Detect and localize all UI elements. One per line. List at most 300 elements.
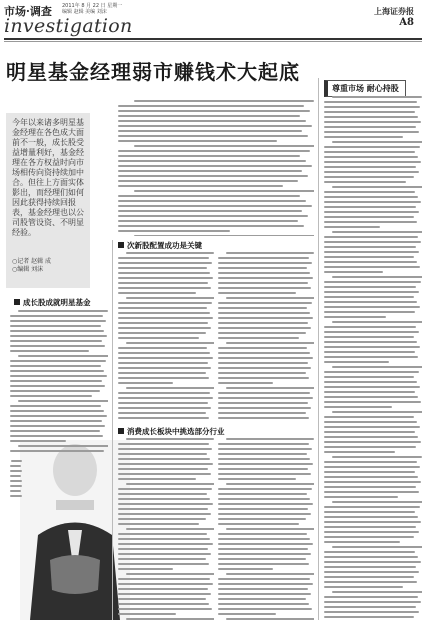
text-line (218, 608, 312, 610)
text-line (324, 471, 415, 473)
text-line (324, 281, 421, 283)
text-line (118, 230, 230, 232)
text-line (324, 446, 416, 448)
text-line (226, 483, 314, 485)
text-line (10, 480, 22, 482)
reporter: ○记者 赵辑 成 (12, 258, 52, 265)
text-line (324, 326, 416, 328)
text-line (118, 282, 208, 284)
text-line (324, 371, 419, 373)
text-line (324, 486, 416, 488)
text-line (10, 430, 100, 432)
text-line (218, 568, 273, 570)
text-line (218, 473, 311, 475)
text-line (118, 503, 213, 505)
text-line (324, 596, 418, 598)
text-line (118, 257, 209, 259)
text-line (118, 583, 213, 585)
text-line (10, 315, 103, 317)
text-line (218, 498, 310, 500)
text-line (118, 553, 211, 555)
text-line (118, 392, 210, 394)
text-line (118, 498, 210, 500)
text-line (324, 516, 418, 518)
text-line (218, 448, 312, 450)
text-line (324, 376, 414, 378)
text-line (218, 267, 307, 269)
text-line (218, 302, 312, 304)
text-line (118, 267, 207, 269)
text-line (118, 558, 206, 560)
text-line (126, 618, 214, 620)
text-line (118, 533, 207, 535)
text-line (324, 426, 420, 428)
text-line (10, 335, 107, 337)
text-line (10, 410, 104, 412)
text-line (324, 191, 415, 193)
text-line (226, 528, 314, 530)
text-line (218, 257, 309, 259)
text-line (134, 145, 314, 147)
text-line (332, 141, 422, 143)
editor-line: 编辑 赵辑 美编 刘沫 (62, 9, 107, 15)
text-line (126, 573, 214, 575)
text-line (324, 216, 414, 218)
text-line (118, 508, 208, 510)
text-line (332, 321, 422, 323)
text-line (10, 375, 107, 377)
text-line (332, 411, 422, 413)
text-line (324, 586, 403, 588)
text-line (324, 341, 417, 343)
text-line (218, 327, 311, 329)
text-line (324, 161, 421, 163)
text-line (324, 106, 420, 108)
text-line (118, 125, 312, 127)
text-line (118, 568, 173, 570)
text-line (218, 352, 310, 354)
text-line (118, 120, 306, 122)
text-line (324, 166, 416, 168)
text-line (218, 548, 308, 550)
text-line (218, 262, 312, 264)
text-line (218, 377, 309, 379)
text-line (226, 573, 314, 575)
text-line (118, 563, 209, 565)
text-line (324, 111, 415, 113)
text-line (118, 170, 302, 172)
header-rule (4, 38, 422, 40)
text-line (118, 613, 176, 615)
text-line (118, 337, 199, 339)
text-line (324, 461, 417, 463)
text-line (324, 551, 415, 553)
text-line (218, 523, 299, 525)
text-line (218, 362, 308, 364)
text-line (324, 526, 416, 528)
text-line (126, 438, 214, 440)
text-line (118, 538, 210, 540)
text-line (18, 310, 108, 312)
text-line (118, 225, 304, 227)
text-line (134, 100, 314, 102)
text-line (324, 386, 420, 388)
text-line (10, 365, 101, 367)
date-line: 2011年 8 月 22 日 星期一 (62, 3, 123, 9)
text-line (118, 407, 211, 409)
text-line (134, 235, 314, 236)
text-line (10, 470, 22, 472)
text-line (118, 488, 212, 490)
header-rule-thin (4, 41, 422, 42)
text-line (324, 101, 417, 103)
text-line (118, 210, 302, 212)
text-line (332, 591, 422, 593)
text-line (324, 581, 417, 583)
text-line (134, 190, 314, 192)
text-line (118, 453, 207, 455)
text-line (218, 598, 306, 600)
text-line (324, 316, 386, 318)
text-line (324, 466, 420, 468)
text-line (324, 301, 417, 303)
text-line (218, 332, 306, 334)
text-line (324, 261, 417, 263)
text-line (324, 436, 418, 438)
text-line (324, 506, 420, 508)
text-line (118, 130, 302, 132)
page-number: A8 (399, 17, 414, 28)
text-line (118, 332, 206, 334)
text-line (10, 330, 104, 332)
text-line (118, 220, 298, 222)
text-line (10, 435, 103, 437)
text-line (218, 533, 307, 535)
text-line (324, 131, 419, 133)
headline: 明星基金经理弱市赚钱术大起底 (6, 60, 300, 84)
text-line (118, 195, 300, 197)
text-line (218, 463, 313, 465)
text-line (218, 417, 309, 419)
text-line (226, 252, 314, 254)
body-text-col2-upper (118, 100, 314, 236)
text-line (118, 357, 213, 359)
text-line (118, 327, 211, 329)
text-line (218, 583, 313, 585)
text-line (10, 340, 102, 342)
text-line (324, 451, 395, 453)
text-line (10, 425, 105, 427)
text-line (324, 396, 418, 398)
date-info (62, 3, 122, 15)
text-line (118, 523, 199, 525)
text-line (324, 421, 417, 423)
section-heading-1: 成长股成就明星基金 (14, 297, 91, 308)
text-line (226, 297, 314, 299)
text-line (332, 501, 422, 503)
text-line (218, 367, 311, 369)
text-line (324, 211, 419, 213)
text-line (118, 205, 312, 207)
text-line (118, 417, 209, 419)
text-line (118, 135, 308, 137)
text-line (118, 478, 196, 480)
text-line (218, 458, 310, 460)
text-line (324, 331, 419, 333)
text-line (218, 277, 313, 279)
text-line (18, 355, 108, 357)
text-line (10, 385, 105, 387)
text-line (324, 306, 420, 308)
fund-manager-photo (20, 440, 130, 620)
text-line (218, 397, 313, 399)
text-line (118, 593, 211, 595)
text-line (324, 126, 416, 128)
text-line (218, 603, 309, 605)
text-line (218, 443, 309, 445)
text-line (118, 548, 208, 550)
body-text-col3 (324, 96, 422, 622)
text-line (324, 476, 418, 478)
text-line (118, 347, 207, 349)
text-line (118, 150, 310, 152)
text-line (118, 105, 304, 107)
text-line (118, 312, 210, 314)
text-line (118, 588, 208, 590)
text-line (324, 536, 414, 538)
text-line (324, 601, 421, 603)
text-line (324, 311, 415, 313)
text-line (324, 271, 383, 273)
text-line (118, 200, 306, 202)
text-line (324, 256, 414, 258)
text-line (218, 468, 308, 470)
text-line (324, 116, 418, 118)
text-line (324, 391, 415, 393)
text-line (324, 176, 414, 178)
text-line (10, 370, 104, 372)
text-line (324, 121, 421, 123)
text-line (324, 236, 418, 238)
text-line (218, 347, 307, 349)
text-line (118, 513, 211, 515)
text-line (118, 352, 210, 354)
text-line (324, 296, 414, 298)
text-line (218, 402, 308, 404)
text-line (118, 307, 207, 309)
text-line (118, 377, 209, 379)
text-line (324, 266, 420, 268)
text-line (118, 402, 208, 404)
text-line (118, 543, 213, 545)
text-line (324, 351, 415, 353)
text-line (324, 441, 421, 443)
text-line (218, 493, 307, 495)
text-line (324, 406, 392, 408)
text-line (118, 468, 208, 470)
text-line (218, 518, 306, 520)
body-text-col1-top (10, 310, 108, 460)
text-line (10, 485, 22, 487)
text-line (218, 292, 296, 294)
text-line (324, 531, 419, 533)
text-line (226, 387, 314, 389)
body-text-col2b-top (218, 252, 314, 422)
text-line (10, 415, 107, 417)
text-line (218, 588, 308, 590)
section-heading-4: 尊重市场 耐心持股 (324, 80, 406, 97)
text-line (324, 401, 421, 403)
text-line (10, 475, 21, 477)
text-line (324, 611, 419, 613)
text-line (18, 400, 108, 402)
text-line (218, 337, 299, 339)
body-text-col2b-bottom (218, 438, 314, 622)
text-line (126, 252, 214, 254)
text-line (332, 546, 422, 548)
section-marker-icon (118, 242, 124, 248)
text-line (218, 287, 311, 289)
text-line (324, 196, 418, 198)
text-line (10, 465, 21, 467)
column-divider (318, 78, 319, 620)
text-line (218, 357, 313, 359)
text-line (10, 390, 100, 392)
text-line (218, 488, 312, 490)
text-line (10, 405, 101, 407)
text-line (118, 463, 213, 465)
text-line (324, 156, 418, 158)
text-line (10, 380, 102, 382)
body-text-col2a-bottom (118, 438, 214, 622)
text-line (118, 140, 277, 142)
text-line (118, 292, 196, 294)
text-line (324, 616, 414, 618)
text-line (324, 571, 419, 573)
text-line (118, 382, 173, 384)
text-line (118, 608, 212, 610)
text-line (324, 481, 421, 483)
text-line (332, 276, 422, 278)
text-line (118, 185, 283, 187)
text-line (324, 226, 380, 228)
text-line (324, 146, 420, 148)
text-line (324, 286, 416, 288)
text-line (118, 262, 212, 264)
text-line (218, 412, 306, 414)
text-line (218, 407, 311, 409)
text-line (18, 445, 108, 447)
text-line (118, 317, 213, 319)
text-line (324, 136, 403, 138)
text-line (118, 180, 298, 182)
text-line (118, 578, 210, 580)
text-line (118, 302, 212, 304)
text-line (10, 450, 104, 452)
section-name: 市场·调查 (4, 5, 52, 18)
text-line (218, 392, 310, 394)
text-line (332, 186, 422, 188)
section-heading-2: 次新股配置成功是关键 (118, 240, 202, 251)
text-line (10, 360, 106, 362)
text-line (118, 322, 208, 324)
text-line (118, 160, 306, 162)
text-line (218, 513, 311, 515)
text-line (324, 511, 415, 513)
text-line (118, 115, 300, 117)
text-line (218, 322, 308, 324)
text-line (324, 221, 417, 223)
text-line (118, 603, 209, 605)
text-line (10, 440, 66, 442)
text-line (218, 553, 311, 555)
text-line (324, 356, 418, 358)
text-line (118, 272, 210, 274)
page-header (0, 0, 428, 50)
section-marker-icon (14, 299, 20, 305)
text-line (324, 416, 414, 418)
text-line (118, 473, 211, 475)
text-line (10, 350, 89, 352)
text-line (324, 246, 416, 248)
text-line (324, 201, 421, 203)
text-line (10, 420, 102, 422)
text-line (118, 598, 206, 600)
text-line (218, 307, 307, 309)
text-line (126, 528, 214, 530)
text-line (118, 367, 211, 369)
text-line (324, 206, 416, 208)
text-line (118, 215, 308, 217)
text-line (332, 366, 422, 368)
byline (12, 258, 84, 274)
text-line (118, 412, 206, 414)
text-line (332, 231, 422, 233)
text-line (11, 460, 22, 462)
text-line (324, 346, 420, 348)
body-text-col2a-top (118, 252, 214, 422)
text-line (218, 282, 308, 284)
text-line (324, 491, 419, 493)
text-line (324, 606, 416, 608)
text-line (218, 508, 308, 510)
text-line (324, 576, 414, 578)
text-line (118, 175, 308, 177)
section-heading-3: 消费成长板块中挑选部分行业 (118, 426, 225, 437)
text-line (10, 345, 105, 347)
text-line (324, 381, 417, 383)
text-line (218, 453, 307, 455)
text-line (324, 291, 419, 293)
text-line (118, 277, 213, 279)
text-line (324, 521, 421, 523)
text-line (226, 342, 314, 344)
text-line (324, 181, 406, 183)
text-line (218, 372, 306, 374)
column-divider (112, 240, 113, 620)
text-line (218, 317, 313, 319)
text-line (324, 566, 416, 568)
text-line (218, 593, 311, 595)
text-line (324, 241, 421, 243)
text-line (218, 312, 310, 314)
text-line (118, 155, 300, 157)
text-line (118, 287, 211, 289)
text-line (10, 325, 101, 327)
text-line (218, 538, 310, 540)
text-line (218, 272, 310, 274)
text-line (118, 458, 210, 460)
